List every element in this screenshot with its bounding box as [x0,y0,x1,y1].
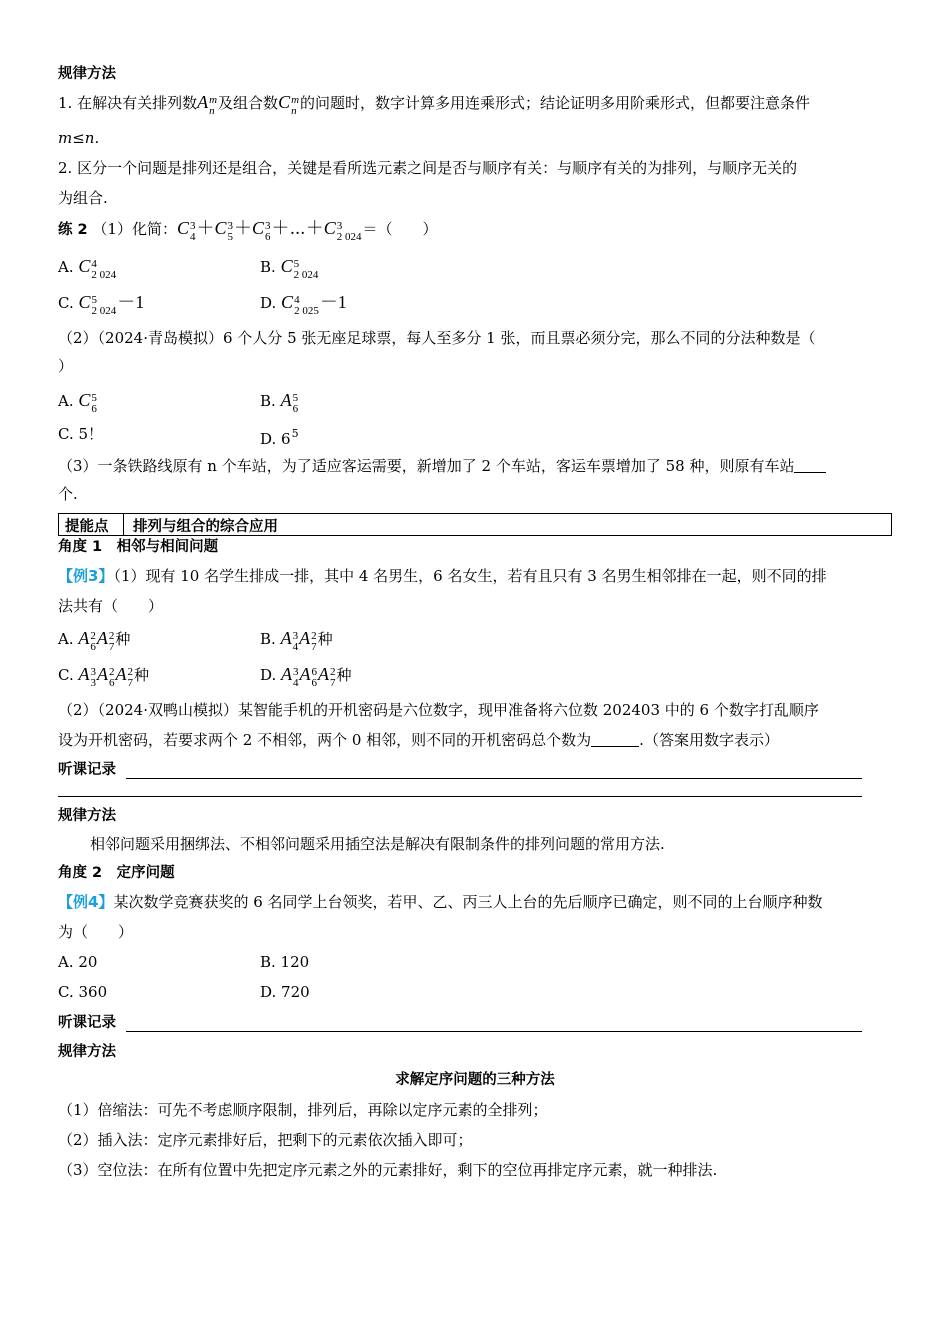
rule-item-2-cont: 为组合. [58,189,108,207]
example-3-q1-cont: 法共有（ ） [58,597,164,615]
formula-sum: C 3 4 ＋C 3 5 ＋C 3 6 ＋⋯＋C 3 2 024 [176,218,362,243]
example-4-tag: 【例4】 [58,893,114,911]
practice-2-q1-options-cd [58,292,858,317]
example-3-q2-cont: 设为开机密码，若要求两个 2 不相邻，两个 0 相邻，则不同的开机密码总个数为 .（答案用数字表示） [58,731,779,749]
example-4-options-cd [58,982,858,1002]
example-3-q1: 【例3】（1）现有 10 名学生排成一排，其中 4 名男生，6 名女生，若有且只有 3 名男生相邻排在一起，则不同的排 [58,567,827,585]
rule-text: 相邻问题采用捆绑法、不相邻问题采用插空法是解决有限制条件的排列问题的常用方法. [90,835,665,853]
practice-2-q2-options-cd [58,424,858,448]
section-label: 提能点 [65,519,109,535]
section-title: 排列与组合的综合应用 [133,519,278,535]
rule-item-1: 1. 在解决有关排列数A m n 及组合数C m n 的问题时，数字计算多用连乘形式；结论证明多用阶乘形式，但都要注意条件 [58,92,811,117]
example-4-options-ab [58,952,858,972]
practice-2-q1: 练 2 （1）化简：C 3 4 ＋C 3 5 ＋C 3 6 ＋⋯＋C 3 2 024 ＝（ ） [58,218,438,243]
angle-2-title: 角度 2 定序问题 [58,865,175,881]
notes-line[interactable] [58,796,862,797]
option-b: B. C 5 2 024 [260,256,319,281]
rule-item-1-cont: m≤n. [58,129,100,147]
practice-2-q3-cont: 个. [58,485,78,503]
section-header-box [58,513,892,536]
option-d: D. $6^5$ [260,427,299,448]
option-a: A. C 4 2 024 [58,256,117,281]
method-2: （2）插入法：定序元素排好后，把剩下的元素依次插入即可； [58,1131,473,1149]
rule-item-2: 2. 区分一个问题是排列还是组合，关键是看所选元素之间是否与顺序有关：与顺序有关的为排列，与顺序无关的 [58,159,798,177]
notes-line[interactable] [126,778,862,779]
practice-2-q2: （2）（2024·青岛模拟）6 个人分 5 张无座足球票，每人至多分 1 张，而且票必须分完，那么不同的分法种数是（ [58,329,816,347]
practice-2-q2-options-ab [58,390,858,415]
rule-center-title: 求解定序问题的三种方法 [395,1072,555,1088]
example-3-options-cd [58,664,858,689]
example-3-tag: 【例3】 [58,567,114,585]
practice-2-q2-cont: ） [58,357,74,375]
option-a: A. 20 [58,953,98,971]
option-a: A. C 5 6 [58,390,97,415]
method-1: （1）倍缩法：可先不考虑顺序限制，排列后，再除以定序元素的全排列； [58,1101,548,1119]
option-c: C. 5！ [58,425,104,443]
option-c: C. 360 [58,983,108,1001]
section-divider [123,514,124,535]
notes-label: 听课记录 [58,1015,116,1031]
option-c: C. C 5 2 024 －1 [58,292,145,317]
method-3: （3）空位法：在所有位置中先把定序元素之外的元素排好，剩下的空位再排定序元素，就一种排法. [58,1161,718,1179]
option-a: A. A 2 6 A 2 7 种 [58,628,131,653]
example-4-cont: 为（ ） [58,923,134,941]
example-4: 【例4】某次数学竞赛获奖的 6 名同学上台领奖，若甲、乙、丙三人上台的先后顺序已确定，则不同的上台顺序种数 [58,893,823,911]
notes-label: 听课记录 [58,762,116,778]
example-3-q2: （2）（2024·双鸭山模拟）某智能手机的开机密码是六位数字，现甲准备将六位数 202403 中的 6 个数字打乱顺序 [58,701,819,719]
answer-blank[interactable] [591,732,639,747]
formula-A-n-m: A m n [197,92,218,117]
option-b: B. 120 [260,953,310,971]
option-b: B. A 5 6 [260,390,299,415]
example-3-options-ab [58,628,858,653]
option-d: D. A 3 4 A 6 6 A 2 7 种 [260,664,352,689]
option-d: D. 720 [260,983,310,1001]
notes-line[interactable] [126,1031,862,1032]
formula-C-n-m: C m n [278,92,300,117]
rule-heading: 规律方法 [58,66,116,82]
answer-blank[interactable] [794,458,826,473]
option-d: D. C 4 2 025 －1 [260,292,347,317]
rule-heading: 规律方法 [58,1044,116,1060]
option-c: C. A 3 3 A 2 6 A 2 7 种 [58,664,150,689]
option-b: B. A 3 4 A 2 7 种 [260,628,333,653]
practice-2-q1-options-ab [58,256,858,281]
practice-2-q3: （3）一条铁路线原有 n 个车站，为了适应客运需要，新增加了 2 个车站，客运车票增加了 58 种，则原有车站 [58,456,826,476]
angle-1-title: 角度 1 相邻与相间问题 [58,539,219,555]
rule-heading: 规律方法 [58,808,116,824]
